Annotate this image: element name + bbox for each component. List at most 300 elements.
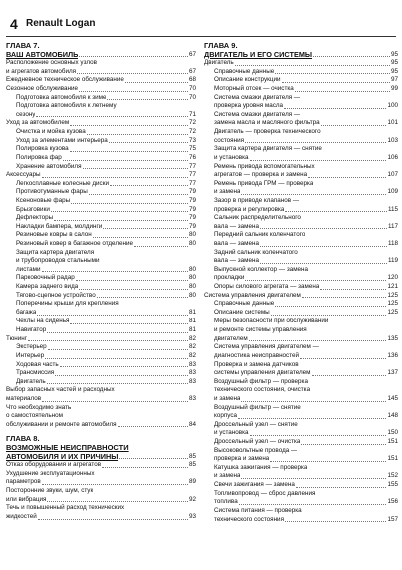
toc-left-column: [6, 42, 196, 522]
toc-entry: [6, 292, 196, 301]
toc-entry: [204, 137, 398, 146]
toc-entry-page: 125: [387, 300, 398, 308]
toc-entry-page: 101: [387, 119, 398, 127]
toc-leader-dots: [89, 188, 188, 195]
toc-leader-dots: [238, 412, 387, 419]
toc-entry-title: и ремонте системы управления: [214, 326, 307, 334]
chapter-heading: [6, 444, 196, 453]
toc-entry-line: [204, 180, 398, 189]
toc-leader-dots: [79, 51, 188, 58]
toc-entry-line: [204, 361, 398, 370]
toc-entry: [6, 206, 196, 215]
toc-entry: [204, 429, 398, 438]
toc-entry-line: [6, 412, 196, 421]
toc-entry-title: Проверка и замена датчиков: [214, 360, 299, 368]
toc-leader-dots: [93, 231, 188, 238]
toc-leader-dots: [249, 335, 387, 342]
page-header: [6, 16, 396, 34]
toc-entry: [204, 257, 398, 266]
toc-entry-title: Полировка фар: [16, 153, 62, 161]
toc-leader-dots: [76, 274, 188, 281]
toc-entry-page: 75: [188, 145, 196, 153]
toc-leader-dots: [271, 309, 387, 316]
toc-entry-page: 135: [387, 334, 398, 342]
toc-entry-page: 125: [387, 291, 398, 299]
toc-leader-dots: [47, 378, 188, 385]
toc-leader-dots: [119, 453, 188, 460]
toc-leader-dots: [47, 326, 188, 333]
toc-leader-dots: [77, 68, 188, 75]
toc-entry: [6, 318, 196, 327]
toc-entry: [204, 352, 398, 361]
toc-entry-title: Сальник распределительного: [214, 214, 301, 222]
toc-entry: [6, 361, 196, 370]
toc-entry: [204, 51, 398, 60]
toc-entry-title: Дефлекторы: [16, 214, 54, 222]
chapter-heading-text: ГЛАВА 9.: [204, 41, 238, 50]
toc-entry-title: Посторонние звуки, шум, стук: [6, 487, 94, 495]
toc-leader-dots: [28, 335, 188, 342]
toc-entry-title: Хранение автомобиля: [16, 162, 82, 170]
toc-leader-dots: [285, 516, 386, 523]
toc-entry-line: [204, 128, 398, 137]
toc-leader-dots: [79, 283, 188, 290]
toc-entry: [204, 76, 398, 85]
toc-entry-page: 72: [188, 119, 196, 127]
toc-entry-page: 145: [387, 394, 398, 402]
toc-entry-title: Двигатель — проверка технического: [214, 128, 321, 136]
toc-leader-dots: [308, 171, 386, 178]
toc-leader-dots: [282, 76, 390, 83]
toc-entry: [6, 171, 196, 180]
toc-entry: [6, 85, 196, 94]
toc-entry: [6, 343, 196, 352]
toc-entry-title: ВАШ АВТОМОБИЛЬ: [6, 50, 79, 59]
toc-entry-page: 115: [387, 205, 398, 213]
toc-entry: [6, 421, 196, 430]
toc-entry-title: Защита картера двигателя: [16, 248, 95, 256]
toc-entry-title: Очистка и мойка кузова: [16, 128, 86, 136]
toc-entry-title: Выбор запасных частей и расходных: [6, 386, 115, 394]
toc-entry-title: Воздушный фильтр — снятие: [214, 403, 301, 411]
toc-leader-dots: [295, 85, 390, 92]
toc-entry-page: 80: [188, 291, 196, 299]
toc-entry: [6, 326, 196, 335]
toc-entry: [204, 412, 398, 421]
toc-entry-title: Резиновый ковер в багажное отделение: [16, 240, 134, 247]
toc-entry-page: 79: [188, 222, 196, 230]
toc-entry-title: проверка и замена: [214, 455, 270, 463]
toc-leader-dots: [301, 438, 386, 445]
toc-entry-title: Катушка зажигания — проверка: [214, 463, 308, 471]
toc-entry-title: вала — замена: [214, 257, 259, 265]
toc-entry-title: Навигатор: [16, 326, 47, 334]
toc-entry: [204, 438, 398, 447]
toc-leader-dots: [260, 240, 387, 247]
toc-leader-dots: [71, 197, 188, 204]
toc-entry: [6, 496, 196, 505]
toc-entry-page: 119: [387, 257, 398, 265]
toc-entry-page: 71: [188, 110, 196, 118]
toc-entry-line: [204, 163, 398, 172]
toc-entry-page: 151: [387, 438, 398, 446]
toc-leader-dots: [37, 309, 188, 316]
toc-entry-title: системы управления двигателем: [214, 369, 311, 377]
toc-entry-title: Моторный отсек — очистка: [214, 85, 294, 93]
toc-leader-dots: [54, 214, 188, 221]
toc-entry-line: [204, 266, 398, 275]
toc-entry-page: 85: [188, 452, 196, 460]
toc-entry-title: Ксеноновые фары: [16, 196, 71, 204]
toc-entry-page: 70: [188, 85, 196, 93]
toc-entry-title: Парковочный радар: [16, 274, 75, 282]
toc-entry-title: Справочные данные: [214, 300, 275, 308]
toc-entry-title: и замена: [214, 472, 241, 480]
toc-entry-page: 148: [387, 412, 398, 420]
toc-entry: [6, 478, 196, 487]
toc-entry-page: 67: [188, 67, 196, 75]
toc-entry-page: 77: [188, 171, 196, 179]
toc-leader-dots: [55, 369, 188, 376]
toc-leader-dots: [296, 481, 387, 488]
toc-entry-page: 82: [188, 334, 196, 342]
toc-leader-dots: [241, 188, 386, 195]
toc-entry-page: 103: [387, 136, 398, 144]
toc-entry-title: Сезонное обслуживание: [6, 85, 79, 93]
toc-entry-page: 80: [188, 274, 196, 282]
toc-entry-title: Подготовка автомобиля к зиме: [16, 93, 107, 101]
toc-entry: [6, 223, 196, 232]
toc-entry-page: 99: [390, 85, 398, 93]
toc-entry: [6, 378, 196, 387]
toc-entry-line: [204, 343, 398, 352]
toc-entry-page: 83: [188, 369, 196, 377]
toc-leader-dots: [250, 429, 387, 436]
toc-entry-page: 82: [188, 343, 196, 351]
toc-entry-title: багажа: [16, 308, 37, 316]
toc-entry: [204, 309, 398, 318]
toc-entry: [6, 395, 196, 404]
toc-entry-page: 84: [188, 420, 196, 428]
toc-entry: [204, 68, 398, 77]
toc-entry-title: Топливопровод — сброс давления: [214, 489, 316, 497]
toc-entry-page: 95: [390, 50, 398, 58]
toc-entry-line: [6, 386, 196, 395]
toc-entry-title: технического состояния: [214, 515, 284, 523]
toc-leader-dots: [118, 421, 188, 428]
toc-entry-page: 76: [188, 153, 196, 161]
toc-entry: [6, 188, 196, 197]
toc-entry-title: Защита картера двигателя — снятие: [214, 145, 322, 153]
toc-entry-page: 67: [188, 50, 196, 58]
toc-entry-title: листами: [16, 265, 41, 273]
toc-entry: [204, 171, 398, 180]
toc-entry-line: [6, 504, 196, 513]
toc-leader-dots: [42, 266, 188, 273]
toc-entry-page: 80: [188, 265, 196, 273]
toc-entry-title: и агрегатов автомобиля: [6, 67, 77, 75]
toc-entry-line: [204, 404, 398, 413]
toc-entry-title: Чехлы на сиденья: [16, 317, 70, 325]
toc-entry-title: Свечи зажигания — замена: [214, 481, 295, 489]
toc-entry-title: Экстерьер: [16, 343, 47, 351]
toc-entry-title: замена масла и масляного фильтра: [214, 119, 320, 127]
toc-entry: [6, 453, 196, 462]
toc-entry-title: агрегатов — проверка и замена: [214, 171, 308, 179]
toc-entry-line: [6, 300, 196, 309]
toc-entry: [204, 335, 398, 344]
toc-entry-title: параметров: [6, 478, 41, 486]
toc-leader-dots: [60, 361, 188, 368]
toc-entry-title: и установка: [214, 429, 249, 437]
toc-entry: [204, 369, 398, 378]
toc-entry-line: [204, 249, 398, 258]
book-title: Renault Logan: [26, 18, 96, 29]
toc-leader-dots: [48, 343, 188, 350]
toc-entry-title: сезону: [16, 110, 36, 118]
toc-entry-page: 109: [387, 188, 398, 196]
toc-entry-page: 80: [188, 231, 196, 239]
toc-leader-dots: [300, 352, 386, 359]
toc-entry-title: о самостоятельном: [6, 412, 63, 420]
toc-right-column: [204, 42, 398, 524]
toc-entry-title: Опоры силового агрегата — замена: [214, 283, 320, 291]
toc-entry-page: 157: [387, 515, 398, 523]
toc-entry-title: Система смазки двигателя —: [214, 93, 301, 101]
toc-entry-page: 77: [188, 162, 196, 170]
toc-entry: [204, 455, 398, 464]
toc-leader-dots: [260, 257, 387, 264]
toc-entry-title: вала — замена: [214, 240, 259, 247]
toc-leader-dots: [285, 206, 387, 213]
toc-entry: [6, 111, 196, 120]
toc-leader-dots: [275, 68, 390, 75]
toc-leader-dots: [245, 137, 386, 144]
toc-entry-line: [204, 318, 398, 327]
toc-leader-dots: [42, 478, 188, 485]
toc-entry-page: 92: [188, 495, 196, 503]
toc-entry-line: [6, 102, 196, 111]
toc-entry: [204, 395, 398, 404]
toc-entry-title: и замена: [214, 394, 241, 402]
toc-entry: [6, 214, 196, 223]
toc-entry-page: 155: [387, 481, 398, 489]
chapter-heading: [204, 42, 398, 51]
toc-leader-dots: [235, 59, 390, 66]
toc-entry-title: Ухудшение эксплуатационных: [6, 469, 95, 477]
toc-entry-title: проверка уровня масла: [214, 102, 284, 110]
toc-entry: [204, 292, 398, 301]
toc-leader-dots: [51, 206, 188, 213]
toc-entry-title: жидкостей: [6, 512, 37, 520]
toc-entry-title: Выпускной коллектор — замена: [214, 265, 309, 273]
toc-entry-title: состояния: [214, 136, 244, 144]
toc-entry: [204, 119, 398, 128]
toc-entry: [6, 145, 196, 154]
toc-entry-page: 95: [390, 67, 398, 75]
toc-entry: [6, 119, 196, 128]
toc-leader-dots: [83, 163, 188, 170]
toc-leader-dots: [79, 85, 188, 92]
toc-entry-page: 100: [387, 102, 398, 110]
chapter-heading-text: ГЛАВА 7.: [6, 41, 40, 50]
toc-entry-line: [204, 386, 398, 395]
toc-leader-dots: [245, 274, 386, 281]
toc-leader-dots: [102, 461, 188, 468]
toc-entry-title: вала — замена: [214, 222, 259, 230]
toc-entry-title: Воздушный фильтр — проверка: [214, 377, 308, 385]
toc-leader-dots: [275, 300, 386, 307]
toc-entry-title: Система питания — проверка: [214, 506, 302, 514]
toc-entry: [6, 128, 196, 137]
toc-entry-page: 77: [188, 179, 196, 187]
chapter-heading-text: ВОЗМОЖНЫЕ НЕИСПРАВНОСТИ: [6, 443, 129, 453]
toc-entry-title: Задний сальник коленчатого: [214, 248, 298, 256]
toc-entry-line: [204, 111, 398, 120]
toc-entry-page: 80: [188, 240, 196, 247]
toc-entry: [6, 197, 196, 206]
toc-entry-title: Дроссельный узел — снятие: [214, 420, 298, 428]
header-rule: [6, 36, 396, 37]
toc-entry-page: 125: [387, 308, 398, 316]
toc-entry-line: [204, 197, 398, 206]
toc-entry: [204, 300, 398, 309]
toc-entry-title: Интерьер: [16, 351, 45, 359]
toc-entry-page: 137: [387, 369, 398, 377]
toc-entry-page: 117: [387, 222, 398, 230]
toc-entry-page: 79: [188, 205, 196, 213]
toc-leader-dots: [97, 292, 188, 299]
toc-entry: [6, 94, 196, 103]
toc-entry-title: Накладки бампера, молдинги: [16, 222, 103, 230]
toc-entry: [6, 461, 196, 470]
toc-entry: [204, 188, 398, 197]
toc-entry: [6, 76, 196, 85]
toc-entry: [204, 481, 398, 490]
toc-leader-dots: [312, 369, 387, 376]
toc-entry: [204, 154, 398, 163]
toc-entry-title: ДВИГАТЕЛЬ И ЕГО СИСТЕМЫ: [204, 50, 313, 59]
toc-leader-dots: [241, 395, 386, 402]
toc-entry-page: 83: [188, 394, 196, 402]
toc-entry-title: Ремень привода ГРМ — проверка: [214, 179, 314, 187]
toc-entry: [204, 102, 398, 111]
toc-leader-dots: [239, 498, 387, 505]
toc-entry-line: [204, 214, 398, 223]
toc-entry-title: Трансмиссия: [16, 369, 55, 377]
toc-entry: [204, 498, 398, 507]
toc-entry: [204, 240, 398, 249]
toc-leader-dots: [42, 395, 188, 402]
toc-entry-title: обслуживании и ремонте автомобиля: [6, 420, 117, 428]
toc-leader-dots: [36, 111, 188, 118]
toc-entry-title: Расположение основных узлов: [6, 59, 97, 67]
toc-entry-title: Ремень привода вспомогательных: [214, 162, 315, 170]
toc-entry-page: 151: [387, 455, 398, 463]
page-number: 4: [10, 16, 18, 32]
toc-leader-dots: [109, 137, 188, 144]
toc-entry-title: Описание конструкции: [214, 76, 281, 84]
toc-entry-page: 79: [188, 214, 196, 222]
toc-leader-dots: [45, 352, 188, 359]
toc-entry: [204, 206, 398, 215]
toc-entry-title: Тюнинг: [6, 334, 28, 342]
toc-entry-page: 120: [387, 274, 398, 282]
toc-entry-title: Система управления двигателем: [204, 291, 301, 299]
toc-entry-page: 85: [188, 461, 196, 469]
toc-entry-title: диагностика неисправностей: [214, 351, 300, 359]
toc-entry-page: 73: [188, 136, 196, 144]
toc-entry: [204, 472, 398, 481]
toc-entry-page: 79: [188, 196, 196, 204]
toc-entry-page: 80: [188, 283, 196, 291]
toc-entry-title: Двигатель: [16, 377, 46, 385]
toc-entry-title: Подготовка автомобиля к летнему: [16, 102, 117, 110]
toc-leader-dots: [125, 76, 188, 83]
toc-entry-page: 72: [188, 128, 196, 136]
toc-entry-line: [6, 470, 196, 479]
toc-entry-page: 156: [387, 498, 398, 506]
toc-entry-title: Двигатель: [204, 59, 234, 67]
toc-entry-page: 106: [387, 153, 398, 161]
toc-entry-line: [6, 404, 196, 413]
toc-leader-dots: [110, 180, 188, 187]
toc-entry: [6, 274, 196, 283]
toc-entry-title: Описание системы: [214, 308, 270, 316]
toc-entry-line: [6, 257, 196, 266]
toc-entry: [6, 137, 196, 146]
toc-entry-page: 95: [390, 59, 398, 67]
toc-entry-title: Высоковольтные провода —: [214, 446, 298, 454]
toc-entry-page: 81: [188, 317, 196, 325]
toc-entry: [6, 283, 196, 292]
toc-entry: [6, 369, 196, 378]
toc-entry-title: Передний сальник коленчатого: [214, 231, 306, 239]
toc-entry: [204, 59, 398, 68]
toc-entry-title: или вибрация: [6, 495, 47, 503]
toc-entry-page: 118: [387, 240, 398, 247]
toc-entry-line: [204, 421, 398, 430]
toc-leader-dots: [270, 455, 386, 462]
toc-entry: [6, 240, 196, 249]
toc-entry-title: Аксессуары: [6, 171, 41, 179]
toc-entry-page: 81: [188, 326, 196, 334]
toc-leader-dots: [107, 94, 188, 101]
toc-entry-title: Поперечины крыши для крепления: [16, 300, 119, 308]
toc-entry-page: 81: [188, 308, 196, 316]
toc-entry-title: и замена: [214, 188, 241, 196]
toc-entry-title: Дроссельный узел — очистка: [214, 438, 301, 446]
chapter-heading: [6, 42, 196, 51]
toc-entry-line: [204, 326, 398, 335]
toc-entry-line: [204, 378, 398, 387]
toc-entry-page: 70: [188, 93, 196, 101]
toc-leader-dots: [70, 145, 188, 152]
toc-leader-dots: [321, 119, 387, 126]
toc-entry-title: Тягово-сцепное устройство: [16, 291, 96, 299]
toc-entry-title: Зазор в приводе клапанов —: [214, 196, 300, 204]
toc-entry-page: 136: [387, 351, 398, 359]
toc-entry-page: 83: [188, 360, 196, 368]
toc-leader-dots: [250, 154, 387, 161]
toc-entry-title: Ходовая часть: [16, 360, 59, 368]
toc-entry: [6, 180, 196, 189]
toc-entry-title: топлива: [214, 498, 238, 506]
toc-entry-line: [6, 487, 196, 496]
toc-leader-dots: [302, 292, 387, 299]
toc-entry-page: 152: [387, 472, 398, 480]
toc-entry: [6, 154, 196, 163]
